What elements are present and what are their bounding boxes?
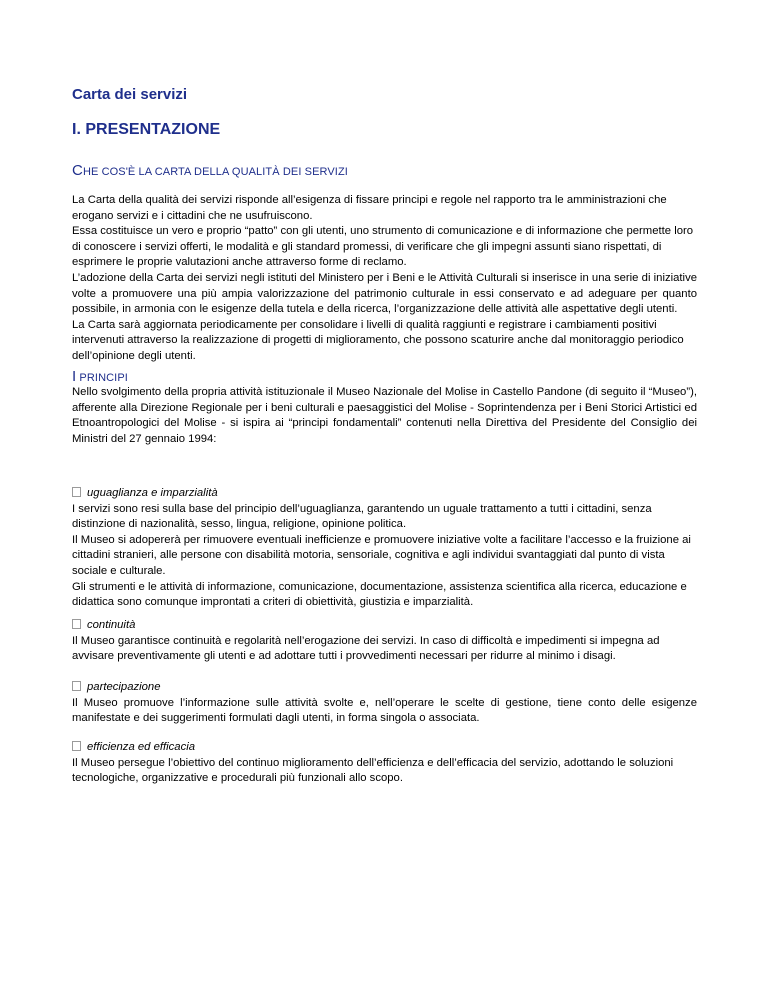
intro-paragraph: Essa costituisce un vero e proprio “patto” con gli utenti, uno strumento di comunicazione e di informazione che permette loro di conoscere i servizi offerti, le modalità e gli standard promessi, di verificare che gli impegni assunti siano rispettati, di esprimere le proprie valutazioni anche attraverso forme di reclamo. <box>72 225 694 269</box>
principle-title: continuità <box>87 619 136 631</box>
document-title: Carta dei servizi <box>72 86 188 103</box>
principle-item <box>72 740 697 787</box>
principle-title: efficienza ed efficacia <box>87 741 196 753</box>
subheading-carta-qualita <box>72 162 348 179</box>
subheading-principi <box>72 368 128 385</box>
principles-intro-paragraph: Nello svolgimento della propria attività istituzionale il Museo Nazionale del Molise in Castello Pandone (di seguito il “Museo”), afferente alla Direzione Regionale per i beni culturali e paesaggistici del Molise - Soprintendenza per i Beni Storici Artistici ed Etnoantropologici del Molise - si ispira ai “principi fondamentali” contenuti nella Direttiva del Presidente del Consiglio dei Ministri del 27 gennaio 1994: <box>72 386 697 445</box>
checkbox-glyph-icon <box>72 487 81 497</box>
checkbox-glyph-icon <box>72 741 81 751</box>
principle-paragraph: Il Museo garantisce continuità e regolarità nell’erogazione dei servizi. In caso di difficoltà e impedimenti si impegna ad avvisare preventivamente gli utenti e ad adottare tutti i provvedimenti necessari per ridurre al minimo i disagi. <box>72 634 660 663</box>
subheading-initial: C <box>72 162 83 179</box>
principle-heading <box>72 618 697 634</box>
principle-paragraph: I servizi sono resi sulla base del principio dell’uguaglianza, garantendo un uguale trattamento a tutti i cittadini, senza distinzione di nazionalità, sesso, lingua, religione, opinione politica. <box>72 502 652 531</box>
intro-paragraph: L’adozione della Carta dei servizi negli istituti del Ministero per i Beni e le Attività Culturali si inserisce in una serie di iniziative volte a promuovere una più ampia valorizzazione del patrimonio culturale in essi conservato e ad adeguare per quanto possibile, in armonia con le esigenze della tutela e della ricerca, l’organizzazione delle attività alle aspettative degli utenti. <box>72 271 697 316</box>
principle-paragraph: Gli strumenti e le attività di informazione, comunicazione, documentazione, assistenza scientifica alla ricerca, educazione e didattica sono comunque improntati a criteri di obiettività, giustizia e imparzialità. <box>72 580 687 609</box>
principle-item <box>72 486 697 611</box>
principle-item <box>72 618 697 665</box>
principle-item <box>72 680 697 727</box>
principle-paragraph: Il Museo si adopererà per rimuovere eventuali inefficienze e promuovere iniziative volte a facilitare l’accesso e la fruizione ai cittadini stranieri, alle persone con disabilità motoria, sensoriale, cognitiva e agli individui svantaggiati dal punto di vista sociale e culturale. <box>72 533 691 577</box>
intro-text <box>72 193 697 365</box>
principle-title: uguaglianza e imparzialità <box>87 487 218 499</box>
intro-paragraph: La Carta sarà aggiornata periodicamente per consolidare i livelli di qualità raggiunti e registrare i cambiamenti positivi intervenuti attraverso la realizzazione di progetti di miglioramento, che possono scaturire anche dal monitoraggio periodico dell’opinione degli utenti. <box>72 318 684 362</box>
principle-heading <box>72 680 697 696</box>
checkbox-glyph-icon <box>72 681 81 691</box>
subheading-rest: HE COS'È LA CARTA DELLA QUALITÀ DEI SERVIZI <box>82 166 348 178</box>
principle-heading <box>72 740 697 756</box>
checkbox-glyph-icon <box>72 619 81 629</box>
section-heading: I. PRESENTAZIONE <box>72 121 221 138</box>
intro-paragraph: La Carta della qualità dei servizi risponde all’esigenza di fissare principi e regole nel rapporto tra le amministrazioni che erogano servizi e i cittadini che ne usufruiscono. <box>72 194 667 222</box>
principle-paragraph: Il Museo persegue l’obiettivo del continuo miglioramento dell’efficienza e dell’efficacia del servizio, adottando le soluzioni tecnologiche, organizzative e procedurali più funzionali allo scopo. <box>72 756 674 785</box>
principle-title: partecipazione <box>87 681 161 693</box>
principles-intro-text <box>72 385 697 447</box>
subheading-initial: I <box>72 368 77 385</box>
principle-heading <box>72 486 697 502</box>
subheading-rest: PRINCIPI <box>76 372 128 384</box>
principle-paragraph: Il Museo promuove l’informazione sulle attività svolte e, nell’operare le scelte di gestione, tiene conto delle esigenze manifestate e dei suggerimenti formulati dagli utenti, in forma singola o associata. <box>72 696 697 725</box>
